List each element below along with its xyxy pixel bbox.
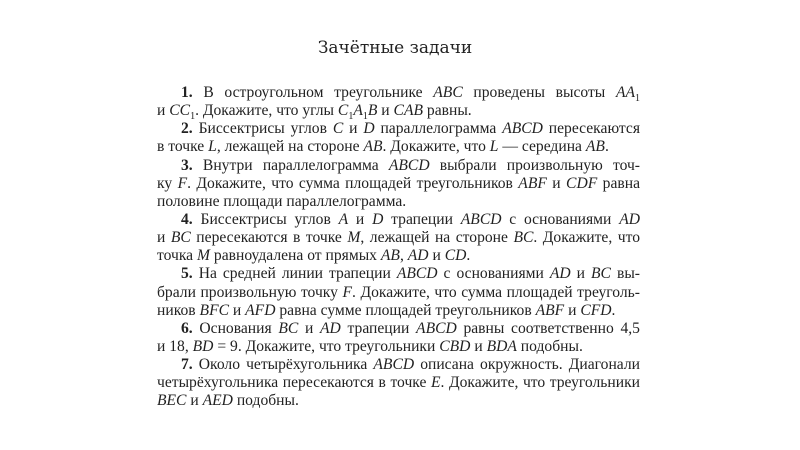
problem-text-line xyxy=(157,84,640,105)
math-symbol: CFD xyxy=(580,301,612,319)
math-symbol: ABCD xyxy=(396,265,438,283)
text-segment: и xyxy=(377,102,394,120)
math-symbol: L xyxy=(208,138,217,156)
text-segment: равноудалена от прямых xyxy=(210,247,381,265)
text-segment: . Докажите, что треугольники xyxy=(440,374,640,392)
math-symbol: M xyxy=(347,229,361,247)
problem-text-line xyxy=(157,157,640,175)
text-segment: и xyxy=(546,174,567,192)
text-segment: Около четырёхугольника xyxy=(192,356,374,374)
math-symbol: A xyxy=(353,102,363,120)
problem-text-line xyxy=(157,320,640,338)
text-segment: и 18, xyxy=(157,337,193,355)
math-symbol: ABCD xyxy=(388,156,430,174)
math-symbol: CBD xyxy=(439,337,471,355)
text-segment: ку xyxy=(157,174,178,192)
math-symbol: CAB xyxy=(393,102,423,120)
math-symbol: BC xyxy=(591,265,611,283)
text-segment: трапеции xyxy=(383,210,461,228)
math-symbol: AFD xyxy=(245,301,276,319)
text-segment: В остроугольном треугольнике xyxy=(192,84,434,101)
math-symbol: C xyxy=(332,120,344,138)
math-symbol: C xyxy=(337,102,349,120)
problem-5 xyxy=(157,265,640,319)
text-segment: выбрали произвольную точ- xyxy=(429,156,640,174)
text-segment: и xyxy=(186,392,203,410)
problem-number: 3. xyxy=(181,156,193,174)
math-symbol: AED xyxy=(202,392,233,410)
problem-number: 1. xyxy=(181,84,193,101)
text-segment: подобны. xyxy=(232,392,299,410)
text-segment: и xyxy=(157,102,170,120)
math-symbol: ABCD xyxy=(460,210,502,228)
text-segment: , лежащей на стороне xyxy=(360,229,514,247)
problem-text-line xyxy=(157,374,640,392)
math-symbol: BC xyxy=(170,229,191,247)
text-segment: = 9. Докажите, что треугольники xyxy=(213,337,440,355)
problem-text-line xyxy=(157,211,640,229)
math-symbol: B xyxy=(367,102,378,120)
text-segment: Биссектрисы углов xyxy=(192,120,333,138)
problem-number: 6. xyxy=(181,319,193,337)
text-segment: и xyxy=(428,247,445,265)
text-segment: в точке xyxy=(157,138,209,156)
problem-text-line xyxy=(157,120,640,138)
text-segment: На средней линии трапеции xyxy=(192,265,397,283)
text-segment: . Докажите, что углы xyxy=(195,102,338,120)
text-segment: с основаниями xyxy=(501,210,620,228)
text-segment: описана окружность. Диагонали xyxy=(414,356,640,374)
math-symbol: ABF xyxy=(518,174,547,192)
text-segment: — середина xyxy=(498,138,586,156)
text-segment: , лежащей на стороне xyxy=(216,138,364,156)
math-symbol: BD xyxy=(192,337,214,355)
subscript: 1 xyxy=(635,93,640,105)
math-symbol: BEC xyxy=(157,392,187,410)
text-segment: . Докажите, что xyxy=(382,138,490,156)
math-symbol: AB xyxy=(380,247,400,265)
text-segment: вы- xyxy=(610,265,640,283)
text-segment: . xyxy=(611,301,616,319)
text-segment: Внутри параллелограмма xyxy=(192,156,389,174)
math-symbol: BFC xyxy=(199,301,229,319)
problem-number: 2. xyxy=(181,120,193,138)
text-segment: брали произвольную точку xyxy=(157,283,343,301)
problem-text-line xyxy=(157,284,640,302)
problem-text-line xyxy=(157,302,640,320)
problem-text-line xyxy=(157,138,640,156)
text-segment: половине площади параллелограмма. xyxy=(157,192,407,210)
problem-number: 7. xyxy=(181,356,193,374)
problem-text-line xyxy=(157,175,640,193)
problem-text-line xyxy=(157,338,640,356)
text-segment: . Докажите, что сумма площадей треуголь- xyxy=(352,283,640,301)
math-symbol: ABCD xyxy=(373,356,415,374)
text-segment: равна сумме площадей треугольников xyxy=(275,301,536,319)
text-segment: и xyxy=(348,210,373,228)
text-segment: пересекаются в точке xyxy=(190,229,348,247)
math-symbol: AD xyxy=(549,265,571,283)
text-segment: и xyxy=(564,301,581,319)
subscript: 1 xyxy=(348,111,354,123)
math-symbol: ABCD xyxy=(416,319,457,337)
problem-text-line xyxy=(157,193,640,211)
page-title: Зачётные задачи xyxy=(317,38,473,58)
problem-list xyxy=(157,84,640,411)
math-symbol: AB xyxy=(363,138,383,156)
problem-text-line xyxy=(157,392,640,410)
text-segment: , xyxy=(399,247,408,265)
problem-text-line xyxy=(157,247,640,265)
problem-7 xyxy=(157,356,640,410)
text-segment: подобны. xyxy=(516,337,583,355)
problem-text-line xyxy=(157,102,640,123)
text-segment: точка xyxy=(157,247,198,265)
math-symbol: BC xyxy=(278,319,299,337)
problem-3 xyxy=(157,157,640,211)
text-segment: . Докажите, что xyxy=(533,229,640,247)
text-segment: Основания xyxy=(192,319,279,337)
problem-6 xyxy=(157,320,640,356)
text-segment: равны соответственно 4,5 xyxy=(456,319,640,337)
text-segment: и xyxy=(298,319,321,337)
math-symbol: ABC xyxy=(433,84,463,101)
math-symbol: AD xyxy=(320,319,341,337)
problem-4 xyxy=(157,211,640,265)
math-symbol: ABCD xyxy=(502,120,543,138)
text-segment: проведены высоты xyxy=(462,84,616,101)
math-symbol: E xyxy=(430,374,441,392)
problem-2 xyxy=(157,120,640,156)
text-segment: . xyxy=(604,138,609,156)
math-symbol: BDA xyxy=(486,337,517,355)
math-symbol: BC xyxy=(513,229,534,247)
math-symbol: F xyxy=(177,174,188,192)
math-symbol: D xyxy=(372,210,384,228)
text-segment: . Докажите, что сумма площадей треугольников xyxy=(187,174,519,192)
problem-text-line xyxy=(157,229,640,247)
problem-number: 4. xyxy=(181,210,193,228)
text-segment: Биссектрисы углов xyxy=(192,210,339,228)
text-segment: . xyxy=(466,247,471,265)
text-segment: параллелограмма xyxy=(374,120,503,138)
problem-1 xyxy=(157,84,640,123)
text-segment: ников xyxy=(157,301,200,319)
math-symbol: A xyxy=(338,210,349,228)
text-segment: пересекаются xyxy=(542,120,640,138)
math-symbol: L xyxy=(489,138,499,156)
text-segment: с основаниями xyxy=(437,265,550,283)
math-symbol: AD xyxy=(619,210,640,228)
math-symbol: D xyxy=(363,120,375,138)
math-symbol: CD xyxy=(444,247,467,265)
text-segment: четырёхугольника пересекаются в точке xyxy=(157,374,431,392)
math-symbol: AA xyxy=(615,84,635,101)
problem-number: 5. xyxy=(181,265,193,283)
math-symbol: F xyxy=(342,283,353,301)
text-segment: равны. xyxy=(423,102,472,120)
problem-text-line xyxy=(157,265,640,283)
math-symbol: CC xyxy=(169,102,191,120)
text-segment: и xyxy=(343,120,364,138)
math-symbol: ABF xyxy=(535,301,565,319)
text-segment: и xyxy=(157,229,171,247)
text-segment: и xyxy=(229,301,246,319)
math-symbol: AD xyxy=(407,247,429,265)
math-symbol: AB xyxy=(585,138,605,156)
subscript: 1 xyxy=(362,111,368,123)
text-segment: и xyxy=(570,265,592,283)
math-symbol: M xyxy=(197,247,211,265)
math-symbol: CDF xyxy=(566,174,598,192)
text-segment: и xyxy=(470,337,487,355)
text-segment: трапеции xyxy=(340,319,417,337)
text-segment: равна xyxy=(597,174,640,192)
problem-text-line xyxy=(157,356,640,374)
subscript: 1 xyxy=(190,111,196,123)
